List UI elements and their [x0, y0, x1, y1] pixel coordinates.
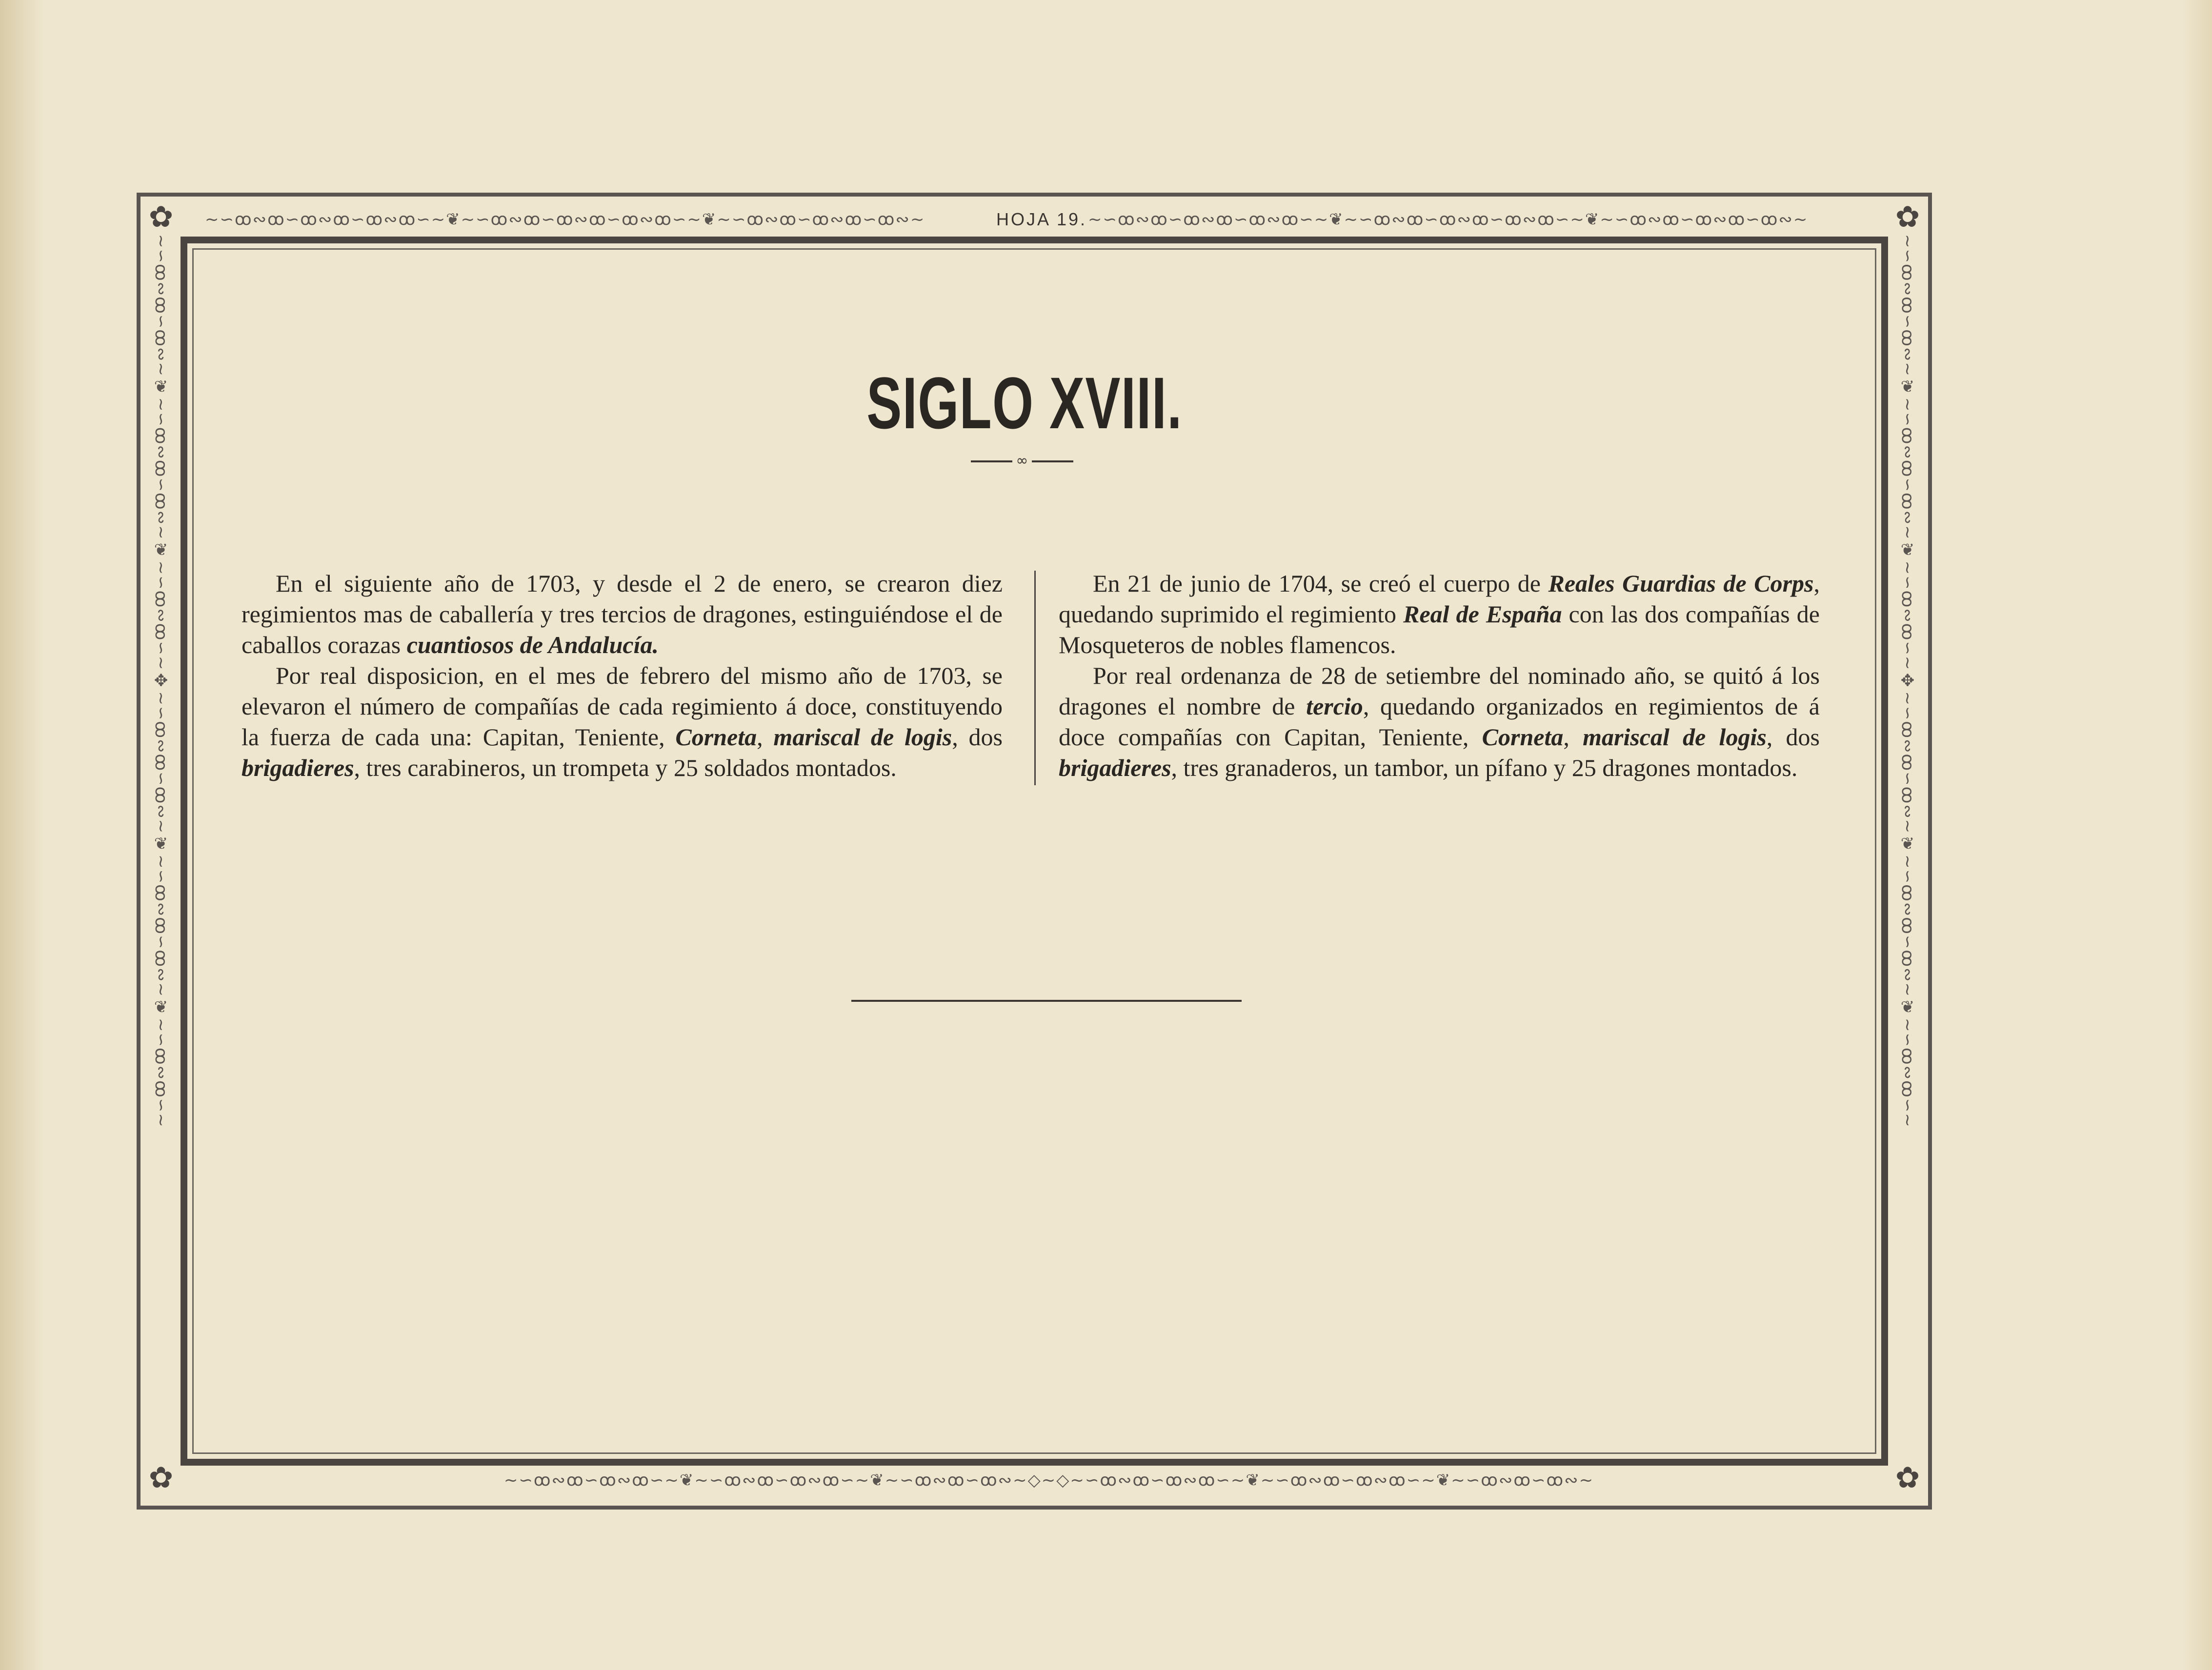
column-divider [1034, 571, 1036, 785]
text-column-right [1059, 568, 1820, 783]
ornament-band-top-right: ~∽ꝏ∾ꝏ∽ꝏ∾ꝏ∽ꝏ∾ꝏ∽~❦~∽ꝏ∾ꝏ∽ꝏ∾ꝏ∽ꝏ∾ꝏ∽~❦~∽ꝏ∾ꝏ∽ꝏ∾ꝏ∽ꝏ∾~ [1088, 210, 1809, 229]
paragraph [241, 568, 1003, 660]
emphasis-text: Corneta [1482, 723, 1564, 751]
closing-rule [851, 1000, 1242, 1002]
text-run: , tres granaderos, un tambor, un pífano y 25 dragones montados. [1171, 754, 1798, 781]
page-edge-shadow [0, 0, 44, 1670]
emphasis-text: tercio [1306, 693, 1363, 720]
ornament-band-bottom: ~∽ꝏ∾ꝏ∽ꝏ∾ꝏ∽~❦~∽ꝏ∾ꝏ∽ꝏ∾ꝏ∽~❦~∽ꝏ∾ꝏ∽ꝏ∾~◇~◇~∽ꝏ∾ꝏ∽ꝏ∾ꝏ∽~❦~∽ꝏ∾ꝏ∽ꝏ∾ꝏ∽~❦~∽ꝏ∾ꝏ∽ꝏ∾~ [503, 1471, 1594, 1490]
text-run: , [1563, 723, 1583, 751]
ornament-band-left: ~∽ꝏ∾ꝏ∽ꝏ∾~❦~∽ꝏ∾ꝏ∽ꝏ∾~❦~∽ꝏ∾ꝏ∽~✥~∽ꝏ∾ꝏ∽ꝏ∾~❦~∽ꝏ∾ꝏ∽ꝏ∾~❦~∽ꝏ∾ꝏ∽~ [151, 234, 171, 1128]
text-run: con las dos compañías de Mosqueteros de nobles flamencos. [1059, 600, 1820, 658]
text-run: , dos [1766, 723, 1820, 751]
text-run: , quedando suprimido el regimiento [1059, 570, 1820, 628]
corner-ornament-icon: ✿ [1895, 200, 1920, 234]
text-run: Por real disposicion, en el mes de febrero del mismo año de 1703, se elevaron el número de compañías de cada regimiento á doce, constituyendo la fuerza de cada una: Capitan, Teniente, [241, 662, 1003, 751]
emphasis-text: brigadieres [241, 754, 354, 781]
text-run: , tres carabineros, un trompeta y 25 soldados montados. [354, 754, 897, 781]
ornament-band-right: ~∽ꝏ∾ꝏ∽ꝏ∾~❦~∽ꝏ∾ꝏ∽ꝏ∾~❦~∽ꝏ∾ꝏ∽~✥~∽ꝏ∾ꝏ∽ꝏ∾~❦~∽ꝏ∾ꝏ∽ꝏ∾~❦~∽ꝏ∾ꝏ∽~ [1898, 234, 1917, 1128]
page-title: SIGLO XVIII. [866, 362, 1183, 444]
page-edge-shadow-right [2183, 0, 2212, 1670]
title-knot-ornament-icon: ∞ [1012, 455, 1032, 467]
text-run: Por real ordenanza de 28 de setiembre del nominado año, se quitó á los dragones el nombre de [1059, 662, 1820, 720]
corner-ornament-icon: ✿ [148, 200, 174, 234]
corner-ornament-icon: ✿ [148, 1461, 174, 1495]
paragraph [1059, 660, 1820, 783]
sheet-number: HOJA 19. [995, 207, 1088, 232]
emphasis-text: mariscal de logis [1583, 723, 1767, 751]
emphasis-text: Real de España [1403, 600, 1562, 628]
text-run: , dos [952, 723, 1003, 751]
text-run: En 21 de junio de 1704, se creó el cuerpo de [1093, 570, 1548, 597]
emphasis-text: brigadieres [1059, 754, 1171, 781]
text-run: , quedando organizados en regimientos de á doce compañías con Capitan, Teniente, [1059, 693, 1820, 751]
emphasis-text: cuantiosos de Andalucía. [406, 631, 659, 658]
corner-ornament-icon: ✿ [1895, 1461, 1920, 1495]
text-column-left [241, 568, 1003, 783]
paragraph [241, 660, 1003, 783]
emphasis-text: Corneta [675, 723, 757, 751]
text-run: En el siguiente año de 1703, y desde el 2 de enero, se crearon diez regimientos mas de caballería y tres tercios de dragones, estinguiéndose el de caballos corazas [241, 570, 1003, 658]
text-run: , [757, 723, 774, 751]
paragraph [1059, 568, 1820, 660]
emphasis-text: Reales Guardias de Corps [1548, 570, 1814, 597]
emphasis-text: mariscal de logis [773, 723, 952, 751]
ornament-band-top-left: ~∽ꝏ∾ꝏ∽ꝏ∾ꝏ∽ꝏ∾ꝏ∽~❦~∽ꝏ∾ꝏ∽ꝏ∾ꝏ∽ꝏ∾ꝏ∽~❦~∽ꝏ∾ꝏ∽ꝏ∾ꝏ∽ꝏ∾~ [205, 210, 925, 229]
